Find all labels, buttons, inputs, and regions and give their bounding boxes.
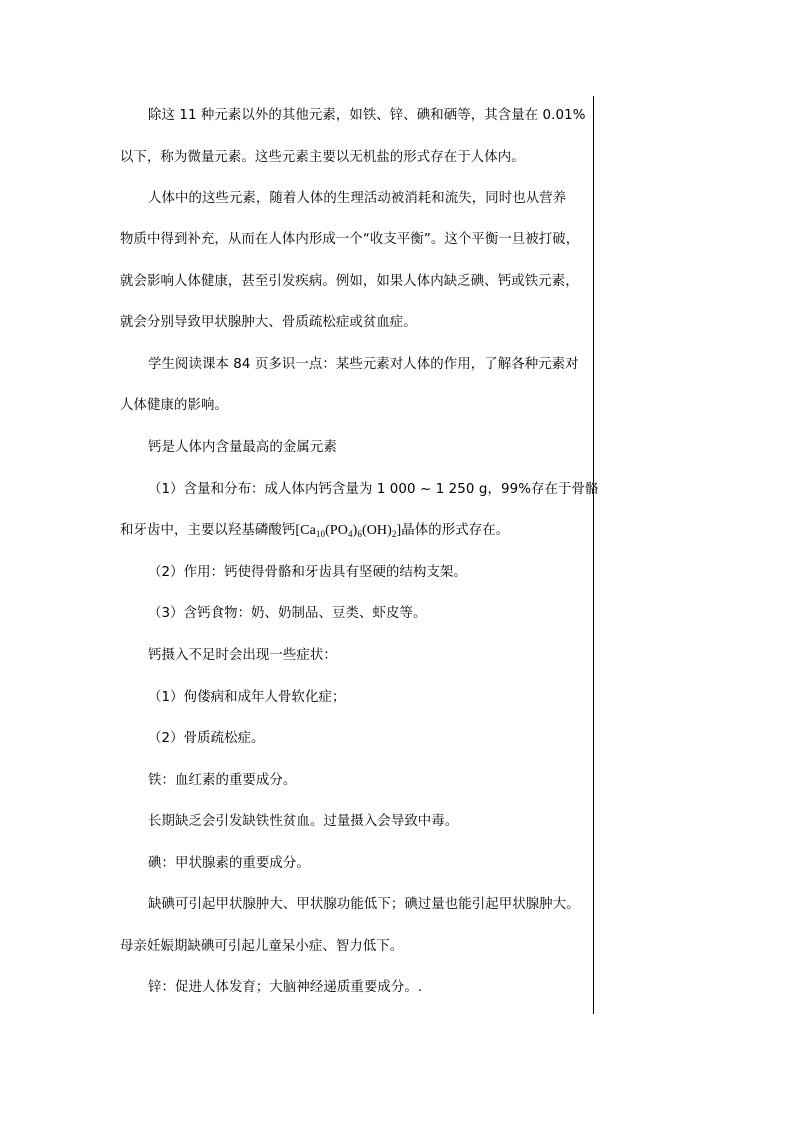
paragraph-line-5: 就会影响人体健康，甚至引发疾病。例如，如果人体内缺乏碘、钙或铁元素， (120, 274, 579, 289)
paragraph-line-1: 除这 11 种元素以外的其他元素，如铁、锌、碘和硒等，其含量在 0.01% (148, 108, 586, 123)
paragraph-line-11 (120, 523, 509, 539)
paragraph-line-3: 人体中的这些元素，随着人体的生理活动被消耗和流失，同时也从营养 (148, 191, 567, 206)
paragraph-line-14: 钙摄入不足时会出现一些症状： (148, 648, 337, 663)
paragraph-line-7: 学生阅读课本 84 页多识一点：某些元素对人体的作用，了解各种元素对 (148, 357, 579, 372)
paragraph-line-13: （3）含钙食物：奶、奶制品、豆类、虾皮等。 (148, 606, 427, 621)
paragraph-line-20: 缺碘可引起甲状腺肿大、甲状腺功能低下；碘过量也能引起甲状腺肿大。 (148, 897, 580, 912)
paragraph-line-4: 物质中得到补充，从而在人体内形成一个“收支平衡”。这个平衡一旦被打破， (120, 232, 580, 247)
paragraph-line-8: 人体健康的影响。 (120, 398, 228, 413)
paragraph-line-6: 就会分别导致甲状腺肿大、骨质疏松症或贫血症。 (120, 315, 417, 330)
paragraph-line-19: 碘：甲状腺素的重要成分。 (148, 856, 310, 871)
paragraph-line-12: （2）作用：钙使得骨骼和牙齿具有坚硬的结构支架。 (148, 565, 467, 580)
paragraph-line-16: （2）骨质疏松症。 (148, 731, 265, 746)
paragraph-line-17: 铁：血红素的重要成分。 (148, 773, 297, 788)
paragraph-line-2: 以下，称为微量元素。这些元素主要以无机盐的形式存在于人体内。 (120, 150, 525, 165)
paragraph-line-22: 锌：促进人体发育；大脑神经递质重要成分。. (148, 980, 423, 995)
section-heading-calcium: 钙是人体内含量最高的金属元素 (148, 440, 337, 455)
line-11-prefix: 和牙齿中，主要以羟基磷酸钙 (120, 523, 296, 538)
paragraph-line-18: 长期缺乏会引发缺铁性贫血。过量摄入会导致中毒。 (148, 814, 459, 829)
paragraph-line-21: 母亲妊娠期缺碘可引起儿童呆小症、智力低下。 (120, 939, 404, 954)
chemical-formula: $[Ca_{10}(PO_4)_6(OH)_2]$ (295, 523, 402, 539)
margin-rule (593, 96, 594, 1014)
paragraph-line-10: （1）含量和分布：成人体内钙含量为 1 000 ~ 1 250 g，99%存在于骨骼 (148, 482, 599, 497)
paragraph-line-15: （1）佝偻病和成年人骨软化症； (148, 690, 346, 705)
line-11-suffix: 晶体的形式存在。 (401, 523, 510, 538)
